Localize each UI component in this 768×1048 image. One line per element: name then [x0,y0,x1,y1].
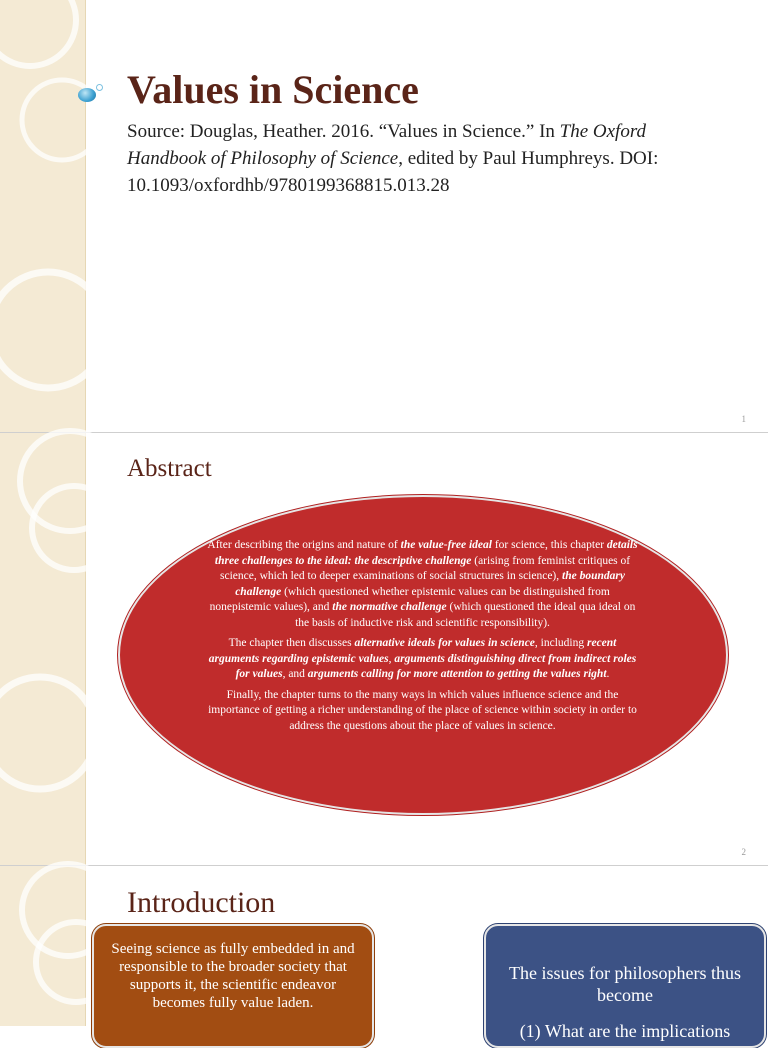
abstract-p3-segment: Finally, the chapter turns to the many ways in which values influence science and the importance of getting a richer understanding of the place of science within society in order to address the questions about the place of values in science. [208,688,637,732]
embedded-science-text: Seeing science as fully embedded in and responsible to the broader society that supports it, the scientific endeavor becomes fully value laden. [111,941,355,1011]
source-prefix: Source: Douglas, Heather. 2016. “Values in Science.” In [127,121,560,142]
page-number: 1 [741,414,746,424]
source-suffix: , edited by Paul Humphreys. DOI: 10.1093/oxfordhb/9780199368815.013.28 [127,148,659,196]
abstract-p2-segment: recent arguments regarding epistemic values [208,637,617,665]
abstract-paragraph-2 [205,636,640,683]
philosophers-issues-box [484,924,766,1048]
philosophers-issues-text [498,962,752,1042]
introduction-heading: Introduction [127,886,276,919]
abstract-p2-segment: arguments calling for more attention to getting the values right [307,668,607,680]
abstract-p1-segment: (which questioned whether epistemic values can be distinguished from nonepistemic values), and [209,585,610,613]
swirl-decoration [0,0,768,432]
issues-line-2: (1) What are the implications [519,1021,731,1041]
abstract-text [205,538,640,739]
abstract-p2-segment: , including [534,637,587,649]
embedded-science-box [92,924,374,1048]
slide-2 [0,433,768,865]
abstract-p2-segment: The chapter then discusses [228,637,355,649]
abstract-p2-segment: , and [282,668,308,680]
bullet-orb-icon [78,88,96,102]
abstract-p1-segment: the value-free ideal [400,539,492,551]
source-citation [127,118,727,199]
abstract-p1-segment: the normative challenge [332,601,447,613]
abstract-p1-segment: (arising from feminist critiques of science, which led to deeper examinations of social structures in science), [220,554,631,582]
abstract-heading: Abstract [127,455,212,482]
abstract-paragraph-3 [205,688,640,735]
abstract-p1-segment: After describing the origins and nature of [207,539,401,551]
abstract-p2-segment: , [388,652,395,665]
abstract-p1-segment: for science, this chapter [491,539,607,551]
bullet-ring-icon [96,84,103,91]
page-title: Values in Science [127,67,419,112]
source-book-title: The Oxford Handbook of Philosophy of Science [127,121,647,169]
abstract-p2-segment: . [606,668,610,680]
abstract-p2-segment: alternative ideals for values in science [354,637,535,649]
page-number: 2 [741,847,746,857]
abstract-p1-segment: (which questioned the ideal qua ideal on the basis of inductive risk and scientific responsibility). [295,601,636,629]
abstract-p1-segment: the boundary challenge [235,570,625,598]
abstract-p2-segment: arguments distinguishing direct from indirect roles for values [235,652,637,680]
slide-3 [0,866,768,1041]
issues-line-1: The issues for philosophers thus become [509,963,741,1005]
abstract-p1-segment: details three challenges to the ideal: the descriptive challenge [214,539,638,567]
abstract-paragraph-1 [205,538,640,631]
slide-1 [0,0,768,432]
